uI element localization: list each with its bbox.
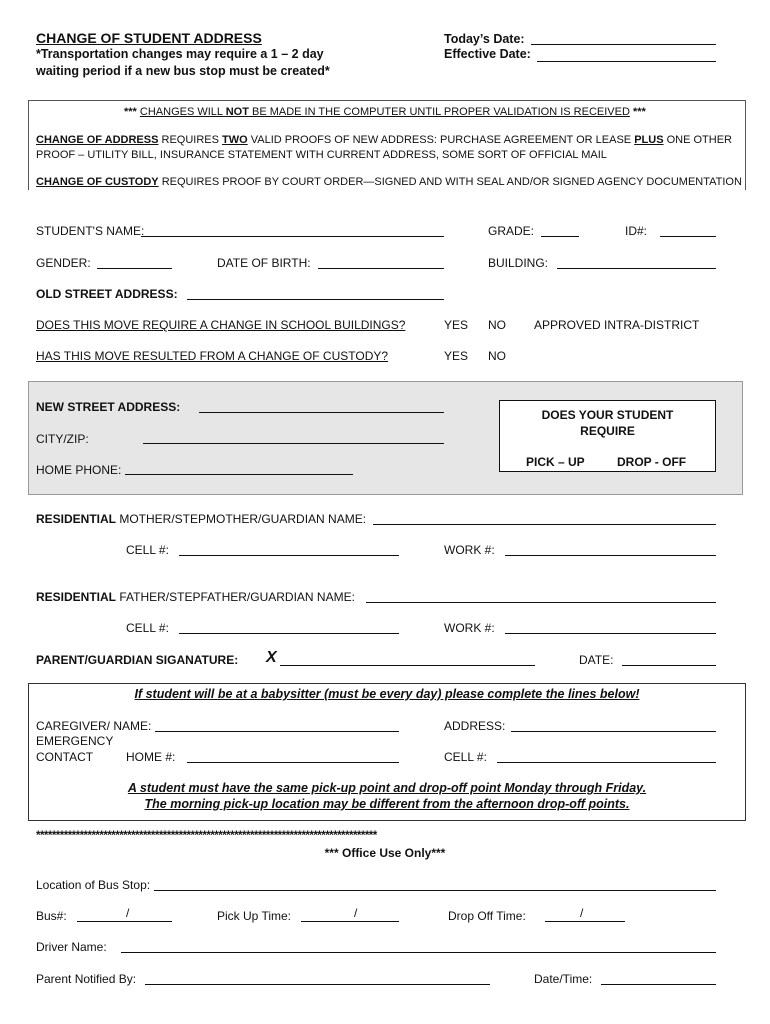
father-cell-field[interactable] [179,633,399,634]
custody-text: REQUIRES PROOF BY COURT ORDER—SIGNED AND WITH SEAL AND/OR SIGNED AGENCY DOCUMENTATION [158,176,742,188]
office-separator: ************************************************************************************** [36,829,377,842]
address-plus: PLUS [634,134,664,146]
form-title: CHANGE OF STUDENT ADDRESS [36,30,262,46]
custody-notice [36,176,742,188]
parent-notified-field[interactable] [145,984,490,985]
question-change-buildings: DOES THIS MOVE REQUIRE A CHANGE IN SCHOOL BUILDINGS? [36,318,406,332]
todays-date-label: Today’s Date: [444,32,525,46]
buildings-no-option[interactable]: NO [488,318,506,332]
effective-date-field[interactable] [537,61,716,62]
signature-field[interactable] [280,665,535,666]
caregiver-home-label: HOME #: [126,750,176,764]
address-heading: CHANGE OF ADDRESS [36,134,159,146]
father-work-label: WORK #: [444,621,495,635]
id-label: ID#: [625,224,648,238]
custody-no-option[interactable]: NO [488,349,506,363]
dob-field[interactable] [318,268,444,269]
signature-label: PARENT/GUARDIAN SIGANATURE: [36,653,239,667]
building-field[interactable] [557,268,716,269]
caregiver-cell-field[interactable] [497,762,716,763]
same-point-note-line2: The morning pick-up location may be different from the afternoon drop-off points. [144,797,630,811]
dob-label: DATE OF BIRTH: [217,256,311,270]
validation-text-b: BE MADE IN THE COMPUTER UNTIL PROPER VALIDATION IS RECEIVED [248,106,630,118]
address-text-b: VALID PROOFS OF NEW ADDRESS: PURCHASE AGREEMENT OR LEASE [247,134,635,146]
validation-text-a: CHANGES WILL [139,106,226,118]
bus-stop-label: Location of Bus Stop: [36,878,151,892]
caregiver-name-field[interactable] [155,731,399,732]
require-heading-line1: DOES YOUR STUDENT [541,408,674,422]
caregiver-home-field[interactable] [187,762,399,763]
mother-label-text: MOTHER/STEPMOTHER/GUARDIAN NAME: [116,512,367,526]
new-street-label: NEW STREET ADDRESS: [36,400,181,414]
address-text-c: ONE OTHER [663,134,732,146]
dropoff-time-field[interactable] [545,921,625,922]
old-address-label: OLD STREET ADDRESS: [36,287,178,301]
father-residential: RESIDENTIAL [36,590,117,604]
custody-yes-option[interactable]: YES [444,349,469,363]
pickup-time-slash: / [354,906,358,920]
emergency-label: EMERGENCY [36,734,114,748]
bus-number-field[interactable] [77,921,172,922]
father-cell-label: CELL #: [126,621,169,635]
mother-cell-label: CELL #: [126,543,169,557]
office-use-heading: *** Office Use Only*** [324,846,446,860]
new-street-field[interactable] [199,412,444,413]
mother-name-field[interactable] [373,524,716,525]
student-name-label: STUDENT'S NAME: [36,224,145,238]
driver-name-field[interactable] [121,952,716,953]
pickup-time-field[interactable] [301,921,399,922]
dropoff-time-slash: / [580,906,584,920]
validation-notice [124,106,646,118]
transport-note-line2: waiting period if a new bus stop must be created* [36,64,330,78]
mother-work-label: WORK #: [444,543,495,557]
validation-suffix: *** [629,106,646,118]
grade-field[interactable] [541,236,579,237]
mother-work-field[interactable] [505,555,716,556]
bus-number-label: Bus#: [36,909,67,923]
city-zip-label: CITY/ZIP: [36,432,89,446]
gender-label: GENDER: [36,256,91,270]
old-address-field[interactable] [187,299,444,300]
custody-heading: CHANGE OF CUSTODY [36,176,159,188]
address-text-a: REQUIRES [158,134,223,146]
validation-not: NOT [225,106,249,118]
babysitter-heading: If student will be at a babysitter (must be every day) please complete the lines below! [134,687,640,701]
building-label: BUILDING: [488,256,549,270]
caregiver-cell-label: CELL #: [444,750,487,764]
id-field[interactable] [660,236,716,237]
notified-datetime-field[interactable] [601,984,716,985]
father-label [36,590,355,604]
student-name-field[interactable] [141,236,444,237]
notified-datetime-label: Date/Time: [534,972,593,986]
bus-stop-field[interactable] [154,890,716,891]
address-two: TWO [222,134,248,146]
todays-date-field[interactable] [531,44,716,45]
mother-residential: RESIDENTIAL [36,512,117,526]
validation-prefix: *** [124,106,140,118]
buildings-yes-option[interactable]: YES [444,318,469,332]
father-work-field[interactable] [505,633,716,634]
dropoff-time-label: Drop Off Time: [448,909,526,923]
dropoff-option[interactable]: DROP - OFF [617,455,687,469]
require-heading-line2: REQUIRE [580,424,635,438]
pickup-option[interactable]: PICK – UP [526,455,585,469]
transport-note-line1: *Transportation changes may require a 1 – 2 day [36,47,324,61]
city-zip-field[interactable] [143,443,444,444]
home-phone-field[interactable] [125,474,353,475]
grade-label: GRADE: [488,224,535,238]
address-proof-notice [36,134,732,146]
signature-date-field[interactable] [622,665,716,666]
contact-label: CONTACT [36,750,94,764]
caregiver-name-label: CAREGIVER/ NAME: [36,719,152,733]
effective-date-label: Effective Date: [444,47,531,61]
address-proof-line2: PROOF – UTILITY BILL, INSURANCE STATEMENT WITH CURRENT ADDRESS, SOME SORT OF OFFICIAL MAIL [36,149,607,161]
mother-label [36,512,366,526]
question-change-custody: HAS THIS MOVE RESULTED FROM A CHANGE OF CUSTODY? [36,349,389,363]
home-phone-label: HOME PHONE: [36,463,122,477]
pickup-time-label: Pick Up Time: [217,909,292,923]
father-name-field[interactable] [366,602,716,603]
gender-field[interactable] [97,268,172,269]
signature-date-label: DATE: [579,653,614,667]
caregiver-address-field[interactable] [511,731,716,732]
mother-cell-field[interactable] [179,555,399,556]
father-label-text: FATHER/STEPFATHER/GUARDIAN NAME: [116,590,355,604]
bus-number-slash: / [126,906,130,920]
approved-intra-district-option[interactable]: APPROVED INTRA-DISTRICT [534,318,700,332]
caregiver-address-label: ADDRESS: [444,719,506,733]
parent-notified-label: Parent Notified By: [36,972,137,986]
driver-name-label: Driver Name: [36,940,107,954]
same-point-note-line1: A student must have the same pick-up point and drop-off point Monday through Friday. [127,781,647,795]
signature-x-mark: X [266,649,277,666]
